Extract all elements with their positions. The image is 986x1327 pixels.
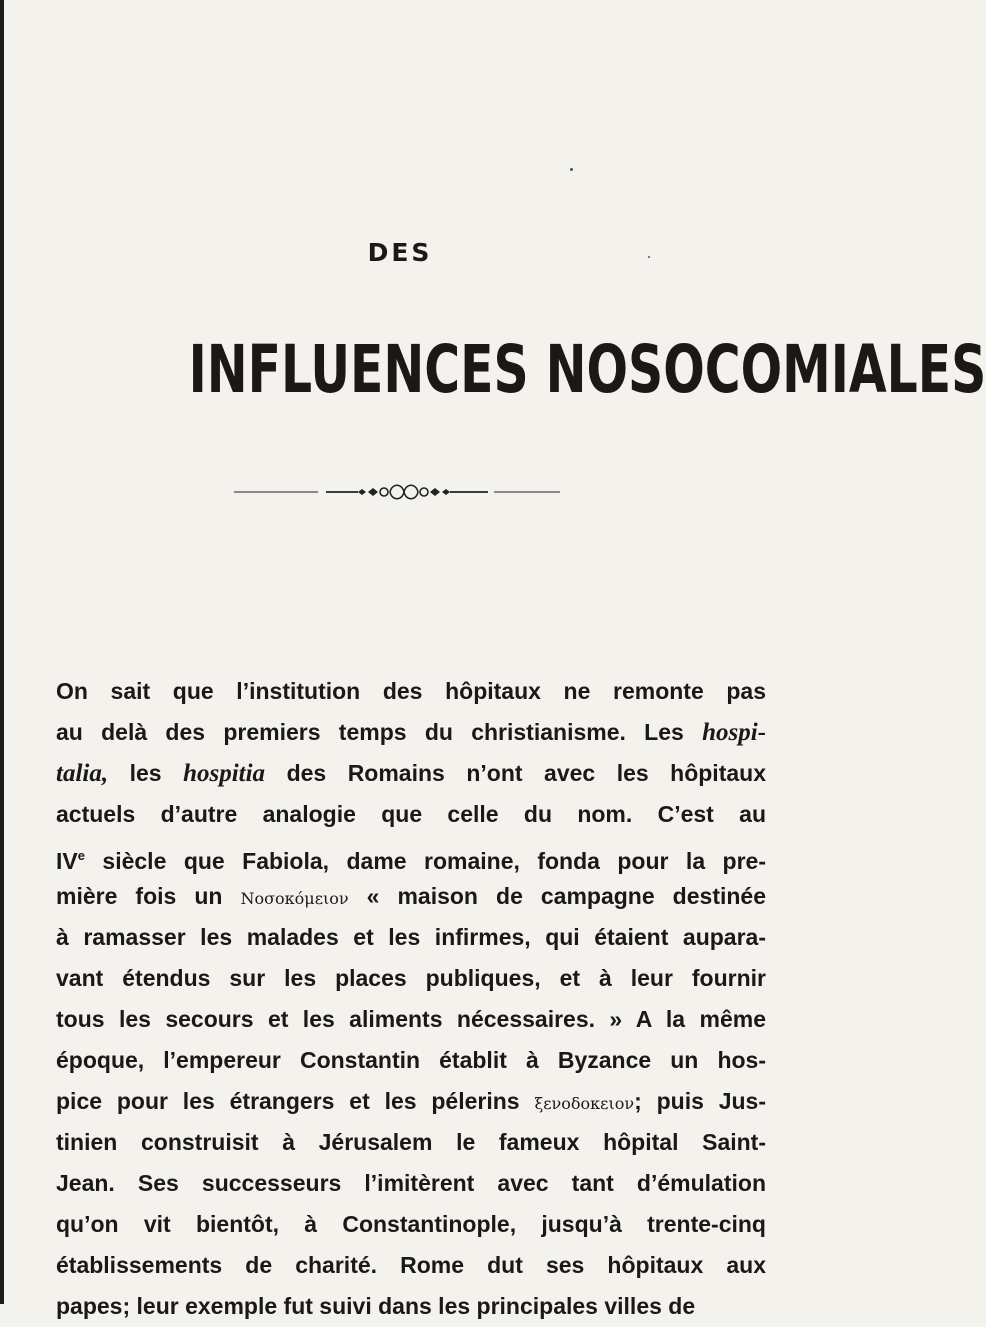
text-line: papes; leur exemple fut suivi dans les principales villes de <box>56 1293 696 1319</box>
text-line: époque, l’empereur Constantin établit à Byzance un hos- <box>56 1047 766 1073</box>
ornamental-rule-icon <box>232 480 562 504</box>
greek-word: ξενοδοκειον <box>534 1094 635 1113</box>
text-line: pice pour les étrangers et les pélerins ξενοδοκειον; puis Jus- <box>56 1088 767 1114</box>
greek-word: Νοσοκόμειον <box>240 889 349 908</box>
text-line: établissements de charité. Rome dut ses hôpitaux aux <box>56 1252 766 1278</box>
text-line: qu’on vit bientôt, à Constantinople, jusqu’à trente-cinq <box>56 1211 766 1237</box>
text-line: Jean. Ses successeurs l’imitèrent avec tant d’émulation <box>56 1170 766 1196</box>
paragraph <box>56 671 766 1327</box>
text-line: On sait que l’institution des hôpitaux ne remonte pas <box>56 678 766 704</box>
text-line: tinien construisit à Jérusalem le fameux hôpital Saint- <box>56 1129 766 1155</box>
paper-speck <box>570 168 573 171</box>
text-line: talia, les hospitia des Romains n’ont avec les hôpitaux <box>56 760 766 787</box>
text-line: IVe siècle que Fabiola, dame romaine, fonda pour la pre- <box>56 848 767 874</box>
text-line: au delà des premiers temps du christianisme. Les hospi- <box>56 719 767 746</box>
page-title: INFLUENCES NOSOCOMIALES <box>188 331 986 408</box>
text-line: actuels d’autre analogie que celle du nom. C’est au <box>56 801 766 827</box>
text-line: à ramasser les malades et les infirmes, qui étaient aupara- <box>56 924 766 950</box>
heading-des: DES <box>367 238 433 267</box>
text-line: tous les secours et les aliments nécessaires. » A la même <box>56 1006 766 1032</box>
text-line: vant étendus sur les places publiques, et à leur fournir <box>56 965 766 991</box>
page-left-edge <box>0 0 4 1304</box>
text-line: mière fois un Νοσοκόμειον « maison de campagne destinée <box>56 883 766 909</box>
